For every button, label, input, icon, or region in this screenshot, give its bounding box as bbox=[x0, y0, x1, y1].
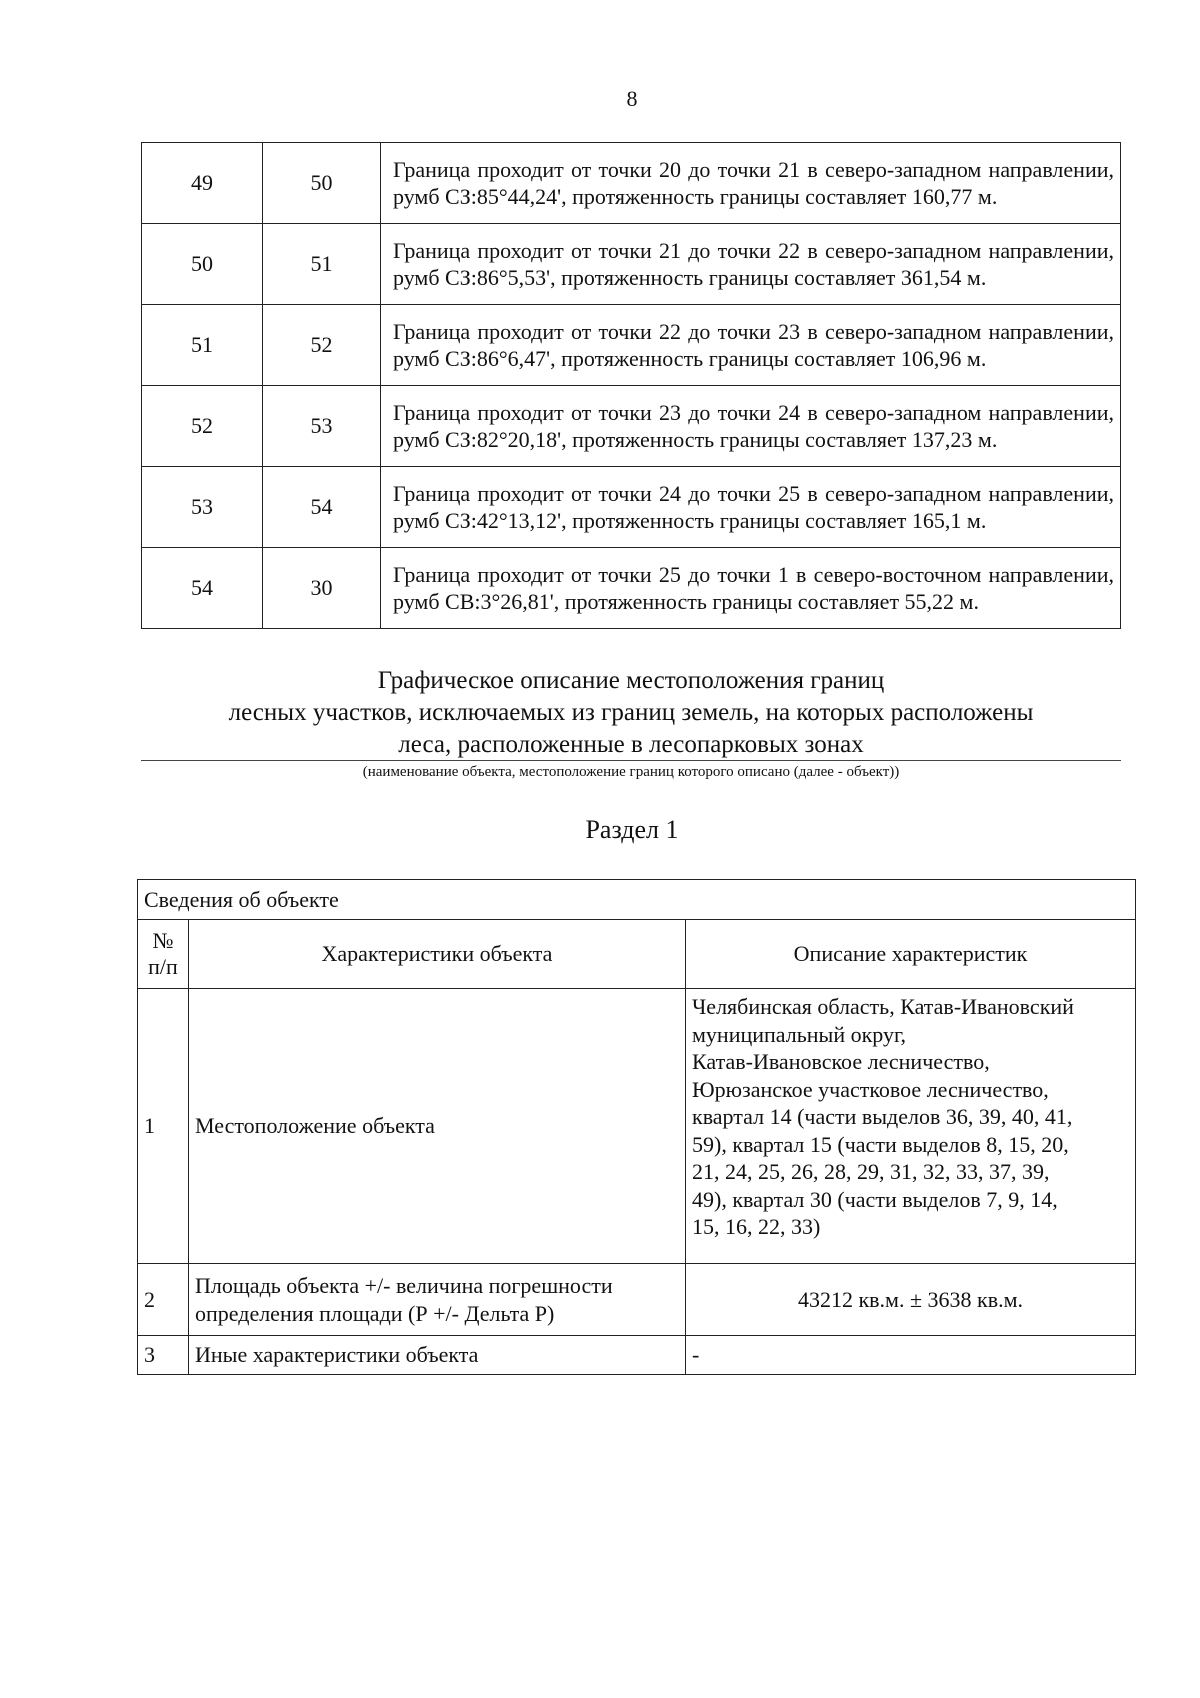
row-number: 1 bbox=[138, 989, 189, 1264]
from-point-cell: 49 bbox=[142, 143, 263, 224]
row-number: 3 bbox=[138, 1336, 189, 1375]
segment-description-cell: Граница проходит от точки 21 до точки 22 в северо-западном направлении, румб СЗ:86°5,53', протяженность границы составляет 361,54 м. bbox=[381, 224, 1121, 305]
description-line: Юрюзанское участковое лесничество, bbox=[692, 1076, 1049, 1102]
title-caption: (наименование объекта, местоположение границ которого описано (далее - объект)) bbox=[362, 764, 900, 780]
section-title: Раздел 1 bbox=[585, 815, 679, 844]
document-title bbox=[141, 665, 1121, 761]
title-underline bbox=[141, 760, 1121, 761]
segment-description-cell: Граница проходит от точки 22 до точки 23 в северо-западном направлении, румб СЗ:86°6,47', протяженность границы составляет 106,96 м. bbox=[381, 305, 1121, 386]
description-line: Челябинская область, Катав-Ивановский bbox=[692, 994, 1074, 1019]
table-caption: Сведения об объекте bbox=[138, 880, 1136, 920]
description-line: 49), квартал 30 (части выделов 7, 9, 14, bbox=[692, 1186, 1058, 1212]
to-point-cell: 52 bbox=[263, 305, 381, 386]
page-number: 8 bbox=[626, 86, 638, 111]
description-line: 21, 24, 25, 26, 28, 29, 31, 32, 33, 37, 39, bbox=[692, 1159, 1050, 1184]
table-row bbox=[138, 1336, 1136, 1375]
characteristic-line: определения площади (Р +/- Дельта Р) bbox=[195, 1300, 555, 1326]
from-point-cell: 53 bbox=[142, 467, 263, 548]
row-number: 2 bbox=[138, 1264, 189, 1336]
from-point-cell: 51 bbox=[142, 305, 263, 386]
table-row bbox=[142, 548, 1121, 629]
object-info-table bbox=[137, 879, 1136, 1375]
table-row bbox=[138, 1264, 1136, 1336]
to-point-cell: 51 bbox=[263, 224, 381, 305]
title-line: лесных участков, исключаемых из границ земель, на которых расположены bbox=[228, 699, 1034, 726]
description-line: 15, 16, 22, 33) bbox=[692, 1214, 821, 1239]
segment-description-cell: Граница проходит от точки 20 до точки 21 в северо-западном направлении, румб СЗ:85°44,24', протяженность границы составляет 160,77 м. bbox=[381, 143, 1121, 224]
header-number-line: п/п bbox=[148, 954, 178, 979]
to-point-cell: 54 bbox=[263, 467, 381, 548]
row-description bbox=[686, 989, 1136, 1264]
table-row bbox=[142, 224, 1121, 305]
description-line: муниципальный округ, bbox=[692, 1021, 907, 1047]
row-description: - bbox=[686, 1336, 1136, 1375]
title-line: Графическое описание местоположения границ bbox=[377, 667, 885, 694]
table-row bbox=[142, 467, 1121, 548]
title-line: леса, расположенные в лесопарковых зонах bbox=[398, 731, 864, 758]
from-point-cell: 52 bbox=[142, 386, 263, 467]
from-point-cell: 54 bbox=[142, 548, 263, 629]
table-row bbox=[142, 305, 1121, 386]
segment-description-cell: Граница проходит от точки 23 до точки 24 в северо-западном направлении, румб СЗ:82°20,18', протяженность границы составляет 137,23 м. bbox=[381, 386, 1121, 467]
header-characteristics: Характеристики объекта bbox=[189, 920, 686, 989]
segment-description-cell: Граница проходит от точки 25 до точки 1 в северо-восточном направлении, румб СВ:3°26,81', протяженность границы составляет 55,22 м. bbox=[381, 548, 1121, 629]
to-point-cell: 50 bbox=[263, 143, 381, 224]
description-line: квартал 14 (части выделов 36, 39, 40, 41, bbox=[692, 1104, 1073, 1129]
to-point-cell: 53 bbox=[263, 386, 381, 467]
row-characteristic bbox=[189, 1264, 686, 1336]
header-description: Описание характеристик bbox=[686, 920, 1136, 989]
segment-description-cell: Граница проходит от точки 24 до точки 25 в северо-западном направлении, румб СЗ:42°13,12', протяженность границы составляет 165,1 м. bbox=[381, 467, 1121, 548]
table-row bbox=[142, 143, 1121, 224]
to-point-cell: 30 bbox=[263, 548, 381, 629]
description-line: Катав-Ивановское лесничество, bbox=[692, 1049, 990, 1074]
table-row bbox=[138, 989, 1136, 1264]
row-characteristic: Иные характеристики объекта bbox=[189, 1336, 686, 1375]
row-description: 43212 кв.м. ± 3638 кв.м. bbox=[686, 1264, 1136, 1336]
from-point-cell: 50 bbox=[142, 224, 263, 305]
header-number bbox=[138, 920, 189, 989]
table-caption-row bbox=[138, 880, 1136, 920]
boundary-segments-table bbox=[141, 142, 1121, 629]
row-characteristic: Местоположение объекта bbox=[189, 989, 686, 1264]
description-line: 59), квартал 15 (части выделов 8, 15, 20, bbox=[692, 1131, 1069, 1157]
table-row bbox=[142, 386, 1121, 467]
header-number-line: № bbox=[152, 928, 174, 953]
characteristic-line: Площадь объекта +/- величина погрешности bbox=[195, 1272, 613, 1298]
table-header-row bbox=[138, 920, 1136, 989]
